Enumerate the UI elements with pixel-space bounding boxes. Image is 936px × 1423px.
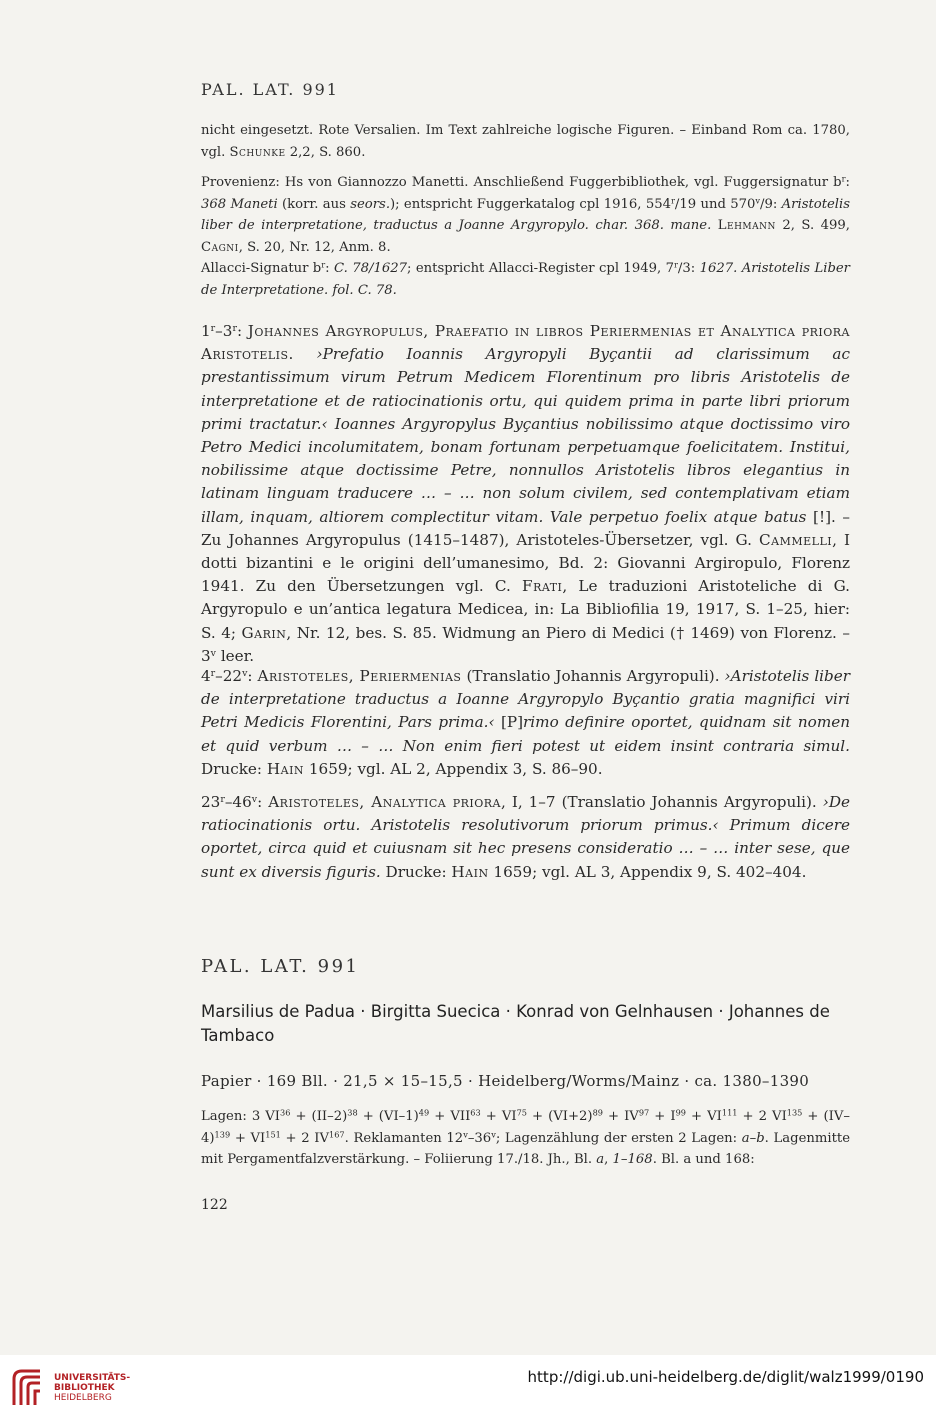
- lagen-part: + VI: [230, 1130, 266, 1146]
- lagen-part: + VI: [686, 1109, 722, 1124]
- entry-2-text: [201, 665, 850, 781]
- folio-start: 4: [201, 667, 211, 685]
- prov-mid3: /9:: [760, 196, 782, 212]
- folio-start-side: r: [220, 793, 225, 805]
- lagen-part: + (VI–1): [357, 1109, 419, 1124]
- lagen-sup: 111: [721, 1107, 738, 1118]
- folio-colon: :: [236, 322, 248, 340]
- entry-1-author-title: Johannes Argyropulus, Praefatio in libros Periermenias et Analytica priora Aristotelis.: [201, 322, 850, 364]
- lagen-part: + I: [649, 1109, 676, 1124]
- entry-3-translation: , I, 1–7 (Translatio Johannis Argyropuli).: [500, 793, 823, 811]
- entry-1-note-e: leer.: [216, 646, 255, 665]
- prov-title: Aristotelis liber de interpretatione, traductus a Joanne Argyropylo. char. 368. mane.: [201, 196, 851, 233]
- lagen-part: –36: [467, 1130, 492, 1146]
- ref-hain: Hain: [451, 862, 489, 881]
- ref-garin: Garin: [241, 623, 287, 642]
- lagen-italic: a: [596, 1152, 605, 1167]
- entry-3-author-title: Aristoteles, Analytica priora: [268, 793, 501, 811]
- entry-3-ref: 1659; vgl. AL 3, Appendix 9, S. 402–404.: [488, 862, 807, 881]
- lagen-part: Lagen: 3 VI: [201, 1109, 281, 1124]
- lagen-sup: 97: [638, 1107, 650, 1118]
- lagen-text: [201, 1106, 850, 1171]
- ref-lehmann-detail: 2, S. 499,: [775, 218, 850, 233]
- entry-1: [201, 320, 850, 668]
- footer-bar: [0, 1355, 936, 1423]
- lagen-part: . Lagenmitte mit Pergamentfalzverstärkung. – Foliierung 17./18. Jh., Bl.: [201, 1130, 851, 1167]
- source-url-link[interactable]: http://digi.ub.uni-heidelberg.de/diglit/walz1999/0190: [527, 1368, 924, 1386]
- prov-signature: 368 Maneti: [201, 196, 278, 212]
- lagen-sup: 63: [470, 1107, 481, 1118]
- allacci-sup: r: [321, 259, 326, 270]
- allacci-mid: ; entspricht Allacci-Register cpl 1949, 7: [407, 261, 674, 276]
- lagen-sup: 49: [418, 1107, 430, 1118]
- lagen-block: [201, 1106, 850, 1171]
- entry-3-text: [201, 791, 850, 884]
- lagen-part: + VII: [429, 1109, 471, 1124]
- lagen-sup: 89: [592, 1107, 603, 1118]
- ref-cammelli: Cammelli: [759, 530, 833, 549]
- lagen-sup: 36: [280, 1107, 291, 1118]
- folio-end-side: v: [251, 793, 258, 805]
- ref-cagni: Cagni: [201, 239, 239, 255]
- entry-1-incipit: ›Prefatio Ioannis Argyropyli Byçantii ad clarissimum ac prestantissimum virum Petrum Medicem Florentinum pro libris Aristotelis de interpretatione et de ratiocinationis ortu, qui quidem prima in parte libri priorum primi tractatur.‹ Ioannes Argyropylus Byçantius nobilissimo atque doctissimo viro Petro Medici incolumitatem, bonam fortunam perpetuamque foelicitatem. Institui, nobilissime atque doctissime Petre, nonnullos Aristotelis libros elegantius in latinam linguam traducere … – … non solum civilem, sed contemplativam etiam illam, inquam, altiorem complectitur vitam. Vale perpetuo foelix atque batus: [201, 345, 850, 526]
- running-head: PAL. LAT. 991: [201, 80, 339, 99]
- prov-mid2: /19 und 570: [674, 196, 756, 212]
- allacci-mid2: /3:: [677, 261, 700, 276]
- provenance: Provenienz: Hs von Giannozzo Manetti. Anschließend Fuggerbibliothek, vgl. Fuggersignatur $b^r$: 368 Maneti (korr. aus seors.); entspricht Fuggerkatalog cpl 1916, 554$^r$/19 und 570$^v$/9: Aristotelis liber de interpretatione, traductus a Joanne Argyropylo. char. 368. mane. Lehmann 2, S. 499, Cagni, S. 20, Nr. 12, Anm. 8.: [201, 173, 851, 255]
- entry-2-translation: (Translatio Johannis Argyropuli).: [461, 667, 725, 685]
- entry-2: [201, 665, 850, 781]
- intro-text: nicht eingesetzt. Rote Versalien. Im Text zahlreiche logische Figuren. – Einband Rom ca. 1780, vgl.: [201, 123, 850, 160]
- lagen-part: . Reklamanten 12: [344, 1130, 464, 1146]
- folio-start: 1: [201, 322, 211, 340]
- entry-3-drucke: Drucke:: [380, 862, 452, 881]
- lagen-part: + 2 IV: [280, 1130, 330, 1146]
- entry-1-note-c: , Le traduzioni Aristoteliche di G. Argyropulo e un’antica legatura Medicea, in: La Bibliofilia 19, 1917, S. 1–25, hier: S. 4;: [201, 577, 850, 642]
- folio-colon: :: [247, 667, 258, 685]
- intro-line: [201, 120, 850, 163]
- entry-3: [201, 791, 850, 884]
- entry-1-note-b: , I dotti bizantini e le origini dell’umanesimo, Bd. 2: Giovanni Argiropulo, Florenz 1941. Zu den Übersetzungen vgl. C.: [201, 530, 850, 596]
- library-logo-text: [54, 1373, 130, 1403]
- folio-end: –3: [215, 322, 233, 340]
- prov-mid: ); entspricht Fuggerkatalog cpl 1916, 554: [390, 196, 671, 212]
- prov-sup2: r: [671, 195, 675, 205]
- ref-cagni-detail: , S. 20, Nr. 12, Anm. 8.: [238, 239, 391, 255]
- allacci: Allacci-Signatur $b^r$: C. 78/1627; entspricht Allacci-Register cpl 1949, 7$^r$/3: 1627. Aristotelis Liber de Interpretatione. fol. C. 78.: [201, 259, 850, 298]
- prov-sup: r: [841, 173, 846, 184]
- lagen-part: + (VI+2): [526, 1109, 593, 1124]
- ref-hain: Hain: [266, 759, 305, 778]
- entry-1-note-a: [!]. – Zu Johannes Argyropulus (1415–1487), Aristoteles-Übersetzer, vgl. G.: [201, 507, 850, 549]
- lagen-part: + IV: [602, 1109, 639, 1124]
- lagen-italic: a–b: [741, 1130, 765, 1146]
- folio-colon: :: [257, 793, 269, 811]
- entry-1-text: [201, 320, 850, 668]
- prov-korr: (korr. aus: [277, 196, 351, 212]
- section-heading: PAL. LAT. 991: [201, 956, 360, 977]
- prov-sup3: v: [755, 195, 761, 205]
- lagen-sup: 139: [214, 1129, 231, 1139]
- folio-end: –46: [224, 793, 252, 811]
- library-logo-icon: [8, 1365, 46, 1409]
- lagen-sup: 151: [265, 1129, 281, 1139]
- lagen-part: + 2 VI: [737, 1109, 787, 1124]
- lagen-sup: v: [463, 1129, 468, 1139]
- prov-label: Provenienz: Hs von Giannozzo Manetti. Anschließend Fuggerbibliothek, vgl. Fuggersignatur b: [201, 175, 842, 190]
- lagen-sup: 75: [516, 1107, 527, 1118]
- lagen-part: . Bl. a und 168:: [652, 1152, 755, 1167]
- lagen-sup: 167: [329, 1129, 345, 1139]
- folio-end-side: v: [242, 667, 248, 679]
- logo-line-1: UNIVERSITÄTS-: [54, 1373, 131, 1383]
- allacci-title: 1627. Aristotelis Liber de Interpretatione. fol. C. 78.: [201, 261, 850, 298]
- lagen-sup: 38: [347, 1107, 358, 1118]
- allacci-sup2: r: [673, 259, 678, 270]
- entry-2-bracket: [P]: [494, 713, 524, 732]
- allacci-label: Allacci-Signatur b: [201, 261, 322, 276]
- ref-frati: Frati: [522, 577, 563, 596]
- entry-1-note-sup: v: [210, 647, 216, 659]
- folio-start-side: r: [210, 667, 216, 679]
- ref-lehmann: Lehmann: [717, 218, 776, 233]
- entry-2-incipit: ›Aristotelis liber de interpretatione traductus a Ioanne Argyropylo Byçantio gratia magnifici viri Petri Medicis Florentini, Pars prima.‹: [201, 667, 851, 732]
- prov-seors: seors.: [350, 196, 391, 212]
- ref-schunke: Schunke: [229, 144, 286, 160]
- logo-line-2: BIBLIOTHEK: [54, 1383, 115, 1393]
- physical-description: Papier · 169 Bll. · 21,5 × 15–15,5 · Heidelberg/Worms/Mainz · ca. 1380–1390: [201, 1072, 810, 1090]
- lagen-part: ; Lagenzählung der ersten 2 Lagen:: [495, 1130, 742, 1146]
- lagen-part: ,: [604, 1152, 613, 1167]
- entry-2-incipit-cont: rimo definire oportet, quidnam sit nomen et quid verbum … – … Non enim fieri potest ut eidem insint contraria simul.: [201, 713, 850, 755]
- intro-block: [201, 120, 850, 301]
- entry-2-drucke: Drucke:: [201, 759, 267, 778]
- lagen-sup: 135: [786, 1107, 803, 1118]
- lagen-part: + (II–2): [290, 1109, 348, 1124]
- entry-3-incipit: ›De ratiocinationis ortu. Aristotelis resolutivorum priorum primus.‹ Primum dicere oportet, circa quid et cuiusnam sit hec presens consideratio … – … inter sese, que sunt ex diversis figuris.: [201, 793, 850, 881]
- lagen-sup: 99: [675, 1107, 686, 1118]
- entry-2-ref: 1659; vgl. AL 2, Appendix 3, S. 86–90.: [304, 759, 603, 778]
- folio-start: 23: [201, 793, 221, 811]
- intro-text-end: 2,2, S. 860.: [285, 144, 366, 160]
- folio-end: –22: [215, 667, 243, 685]
- folio-start-side: r: [210, 322, 216, 334]
- allacci-signature: C. 78/1627: [334, 261, 408, 276]
- lagen-italic: 1–168: [612, 1152, 653, 1167]
- folio-end-side: r: [232, 322, 237, 334]
- logo-line-3: HEIDELBERG: [54, 1393, 112, 1403]
- entry-2-author-title: Aristoteles, Periermenias: [257, 667, 462, 685]
- lagen-sup: v: [491, 1129, 496, 1139]
- entry-1-note-d: , Nr. 12, bes. S. 85. Widmung an Piero di Medici († 1469) von Florenz. – 3: [201, 623, 850, 665]
- lagen-part: + VI: [480, 1109, 517, 1124]
- authors-line: Marsilius de Padua · Birgitta Suecica · Konrad von Gelnhausen · Johannes de Tambaco: [201, 1002, 830, 1045]
- page-number: 122: [201, 1197, 228, 1213]
- lagen-part: + (IV–4): [201, 1109, 850, 1146]
